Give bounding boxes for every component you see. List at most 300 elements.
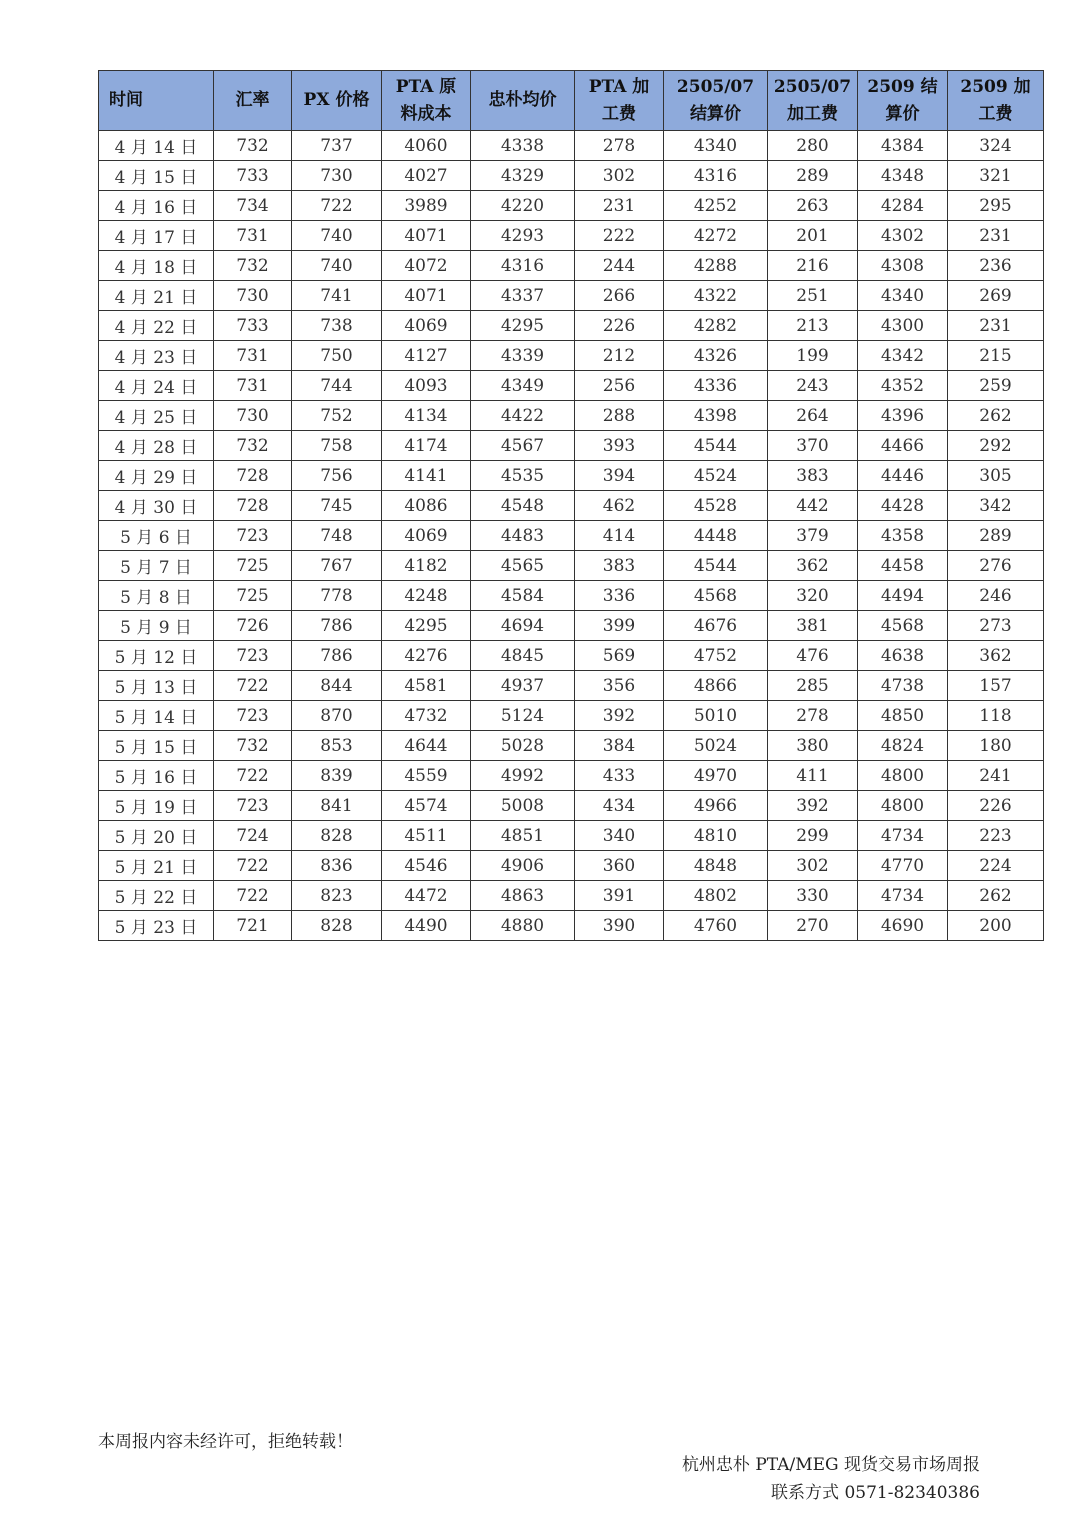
value-cell: 4072 xyxy=(382,251,471,281)
value-cell: 4760 xyxy=(664,911,768,941)
value-cell: 4734 xyxy=(858,821,948,851)
value-cell: 732 xyxy=(214,251,292,281)
value-cell: 4446 xyxy=(858,461,948,491)
table-row xyxy=(99,641,1044,671)
value-cell: 4800 xyxy=(858,761,948,791)
value-cell: 786 xyxy=(292,611,382,641)
value-cell: 231 xyxy=(948,221,1044,251)
column-header xyxy=(948,71,1044,131)
value-cell: 767 xyxy=(292,551,382,581)
value-cell: 721 xyxy=(214,911,292,941)
value-cell: 226 xyxy=(948,791,1044,821)
value-cell: 4810 xyxy=(664,821,768,851)
value-cell: 292 xyxy=(948,431,1044,461)
value-cell: 4850 xyxy=(858,701,948,731)
value-cell: 263 xyxy=(768,191,858,221)
value-cell: 4937 xyxy=(471,671,575,701)
value-cell: 732 xyxy=(214,731,292,761)
value-cell: 259 xyxy=(948,371,1044,401)
value-cell: 320 xyxy=(768,581,858,611)
table-row xyxy=(99,401,1044,431)
value-cell: 256 xyxy=(575,371,664,401)
value-cell: 726 xyxy=(214,611,292,641)
value-cell: 4548 xyxy=(471,491,575,521)
value-cell: 4824 xyxy=(858,731,948,761)
value-cell: 243 xyxy=(768,371,858,401)
value-cell: 4093 xyxy=(382,371,471,401)
date-cell: 5 月 21 日 xyxy=(99,851,214,881)
value-cell: 4069 xyxy=(382,311,471,341)
column-header-line: 结算价 xyxy=(690,103,741,124)
value-cell: 4458 xyxy=(858,551,948,581)
table-row xyxy=(99,911,1044,941)
value-cell: 4863 xyxy=(471,881,575,911)
value-cell: 725 xyxy=(214,581,292,611)
value-cell: 5024 xyxy=(664,731,768,761)
value-cell: 157 xyxy=(948,671,1044,701)
column-header xyxy=(382,71,471,131)
value-cell: 734 xyxy=(214,191,292,221)
date-cell: 4 月 29 日 xyxy=(99,461,214,491)
price-table xyxy=(98,70,1044,941)
value-cell: 270 xyxy=(768,911,858,941)
column-header xyxy=(471,71,575,131)
value-cell: 266 xyxy=(575,281,664,311)
value-cell: 786 xyxy=(292,641,382,671)
value-cell: 324 xyxy=(948,131,1044,161)
value-cell: 336 xyxy=(575,581,664,611)
value-cell: 737 xyxy=(292,131,382,161)
column-header-line: 2505/07 xyxy=(773,76,852,97)
value-cell: 4308 xyxy=(858,251,948,281)
value-cell: 4316 xyxy=(471,251,575,281)
value-cell: 200 xyxy=(948,911,1044,941)
value-cell: 4352 xyxy=(858,371,948,401)
value-cell: 321 xyxy=(948,161,1044,191)
value-cell: 393 xyxy=(575,431,664,461)
column-header-line: PX 价格 xyxy=(303,90,370,110)
value-cell: 4574 xyxy=(382,791,471,821)
table-row xyxy=(99,311,1044,341)
value-cell: 370 xyxy=(768,431,858,461)
value-cell: 411 xyxy=(768,761,858,791)
value-cell: 728 xyxy=(214,461,292,491)
table-row xyxy=(99,881,1044,911)
value-cell: 226 xyxy=(575,311,664,341)
value-cell: 4490 xyxy=(382,911,471,941)
value-cell: 180 xyxy=(948,731,1044,761)
value-cell: 4322 xyxy=(664,281,768,311)
value-cell: 394 xyxy=(575,461,664,491)
value-cell: 462 xyxy=(575,491,664,521)
value-cell: 4800 xyxy=(858,791,948,821)
value-cell: 4970 xyxy=(664,761,768,791)
column-header xyxy=(292,71,382,131)
value-cell: 4466 xyxy=(858,431,948,461)
value-cell: 362 xyxy=(768,551,858,581)
value-cell: 750 xyxy=(292,341,382,371)
value-cell: 280 xyxy=(768,131,858,161)
value-cell: 733 xyxy=(214,161,292,191)
value-cell: 841 xyxy=(292,791,382,821)
table-row xyxy=(99,461,1044,491)
date-cell: 5 月 7 日 xyxy=(99,551,214,581)
date-cell: 5 月 8 日 xyxy=(99,581,214,611)
value-cell: 4060 xyxy=(382,131,471,161)
table-row xyxy=(99,191,1044,221)
value-cell: 4300 xyxy=(858,311,948,341)
value-cell: 276 xyxy=(948,551,1044,581)
value-cell: 4329 xyxy=(471,161,575,191)
value-cell: 870 xyxy=(292,701,382,731)
table-row xyxy=(99,821,1044,851)
value-cell: 722 xyxy=(214,881,292,911)
value-cell: 4524 xyxy=(664,461,768,491)
table-row xyxy=(99,431,1044,461)
value-cell: 745 xyxy=(292,491,382,521)
value-cell: 118 xyxy=(948,701,1044,731)
column-header xyxy=(214,71,292,131)
column-header-line: 工费 xyxy=(978,103,1013,124)
date-cell: 4 月 25 日 xyxy=(99,401,214,431)
value-cell: 4428 xyxy=(858,491,948,521)
value-cell: 4568 xyxy=(858,611,948,641)
value-cell: 356 xyxy=(575,671,664,701)
value-cell: 213 xyxy=(768,311,858,341)
value-cell: 569 xyxy=(575,641,664,671)
column-header-line: 2505/07 xyxy=(676,76,755,97)
date-cell: 4 月 17 日 xyxy=(99,221,214,251)
value-cell: 278 xyxy=(575,131,664,161)
table-row xyxy=(99,341,1044,371)
table-row xyxy=(99,521,1044,551)
date-cell: 4 月 28 日 xyxy=(99,431,214,461)
value-cell: 380 xyxy=(768,731,858,761)
value-cell: 722 xyxy=(214,851,292,881)
date-cell: 5 月 23 日 xyxy=(99,911,214,941)
value-cell: 4546 xyxy=(382,851,471,881)
date-cell: 4 月 21 日 xyxy=(99,281,214,311)
value-cell: 223 xyxy=(948,821,1044,851)
value-cell: 251 xyxy=(768,281,858,311)
value-cell: 215 xyxy=(948,341,1044,371)
value-cell: 4966 xyxy=(664,791,768,821)
value-cell: 4802 xyxy=(664,881,768,911)
value-cell: 4284 xyxy=(858,191,948,221)
value-cell: 4528 xyxy=(664,491,768,521)
value-cell: 4535 xyxy=(471,461,575,491)
value-cell: 269 xyxy=(948,281,1044,311)
table-row xyxy=(99,131,1044,161)
value-cell: 236 xyxy=(948,251,1044,281)
column-header-line: PTA 原 xyxy=(395,76,457,97)
table-row xyxy=(99,251,1044,281)
value-cell: 748 xyxy=(292,521,382,551)
value-cell: 4906 xyxy=(471,851,575,881)
date-cell: 4 月 15 日 xyxy=(99,161,214,191)
value-cell: 262 xyxy=(948,401,1044,431)
value-cell: 4472 xyxy=(382,881,471,911)
table-body xyxy=(99,131,1044,941)
value-cell: 740 xyxy=(292,221,382,251)
value-cell: 730 xyxy=(214,281,292,311)
value-cell: 722 xyxy=(292,191,382,221)
value-cell: 295 xyxy=(948,191,1044,221)
column-header-line: 料成本 xyxy=(400,103,452,124)
value-cell: 733 xyxy=(214,311,292,341)
value-cell: 4316 xyxy=(664,161,768,191)
value-cell: 4568 xyxy=(664,581,768,611)
contact-info: 联系方式 0571-82340386 xyxy=(771,1483,980,1503)
value-cell: 4511 xyxy=(382,821,471,851)
value-cell: 383 xyxy=(768,461,858,491)
column-header-line: 工费 xyxy=(602,103,636,124)
value-cell: 5008 xyxy=(471,791,575,821)
table-row xyxy=(99,701,1044,731)
value-cell: 4494 xyxy=(858,581,948,611)
value-cell: 4282 xyxy=(664,311,768,341)
value-cell: 264 xyxy=(768,401,858,431)
value-cell: 731 xyxy=(214,221,292,251)
value-cell: 4349 xyxy=(471,371,575,401)
value-cell: 476 xyxy=(768,641,858,671)
date-cell: 5 月 9 日 xyxy=(99,611,214,641)
value-cell: 738 xyxy=(292,311,382,341)
date-cell: 4 月 16 日 xyxy=(99,191,214,221)
value-cell: 4086 xyxy=(382,491,471,521)
report-title: 杭州忠朴 PTA/MEG 现货交易市场周报 xyxy=(681,1455,980,1475)
column-header-line: 2509 加 xyxy=(960,76,1031,97)
value-cell: 4340 xyxy=(858,281,948,311)
date-cell: 4 月 18 日 xyxy=(99,251,214,281)
value-cell: 724 xyxy=(214,821,292,851)
column-header xyxy=(664,71,768,131)
value-cell: 4734 xyxy=(858,881,948,911)
date-cell: 4 月 30 日 xyxy=(99,491,214,521)
value-cell: 4027 xyxy=(382,161,471,191)
table-row xyxy=(99,491,1044,521)
value-cell: 4866 xyxy=(664,671,768,701)
value-cell: 732 xyxy=(214,131,292,161)
value-cell: 756 xyxy=(292,461,382,491)
value-cell: 758 xyxy=(292,431,382,461)
value-cell: 262 xyxy=(948,881,1044,911)
date-cell: 5 月 15 日 xyxy=(99,731,214,761)
value-cell: 299 xyxy=(768,821,858,851)
value-cell: 241 xyxy=(948,761,1044,791)
value-cell: 4174 xyxy=(382,431,471,461)
value-cell: 723 xyxy=(214,701,292,731)
value-cell: 302 xyxy=(768,851,858,881)
table-row xyxy=(99,761,1044,791)
value-cell: 305 xyxy=(948,461,1044,491)
column-header xyxy=(858,71,948,131)
date-cell: 4 月 23 日 xyxy=(99,341,214,371)
value-cell: 212 xyxy=(575,341,664,371)
value-cell: 4690 xyxy=(858,911,948,941)
value-cell: 278 xyxy=(768,701,858,731)
value-cell: 5010 xyxy=(664,701,768,731)
value-cell: 839 xyxy=(292,761,382,791)
value-cell: 728 xyxy=(214,491,292,521)
value-cell: 4398 xyxy=(664,401,768,431)
date-cell: 5 月 6 日 xyxy=(99,521,214,551)
value-cell: 3989 xyxy=(382,191,471,221)
date-cell: 5 月 16 日 xyxy=(99,761,214,791)
value-cell: 4288 xyxy=(664,251,768,281)
value-cell: 4770 xyxy=(858,851,948,881)
value-cell: 4738 xyxy=(858,671,948,701)
column-header-line: PTA 加 xyxy=(588,76,650,97)
value-cell: 4851 xyxy=(471,821,575,851)
value-cell: 4992 xyxy=(471,761,575,791)
value-cell: 246 xyxy=(948,581,1044,611)
value-cell: 201 xyxy=(768,221,858,251)
column-header-line: 加工费 xyxy=(787,103,838,124)
value-cell: 4584 xyxy=(471,581,575,611)
value-cell: 379 xyxy=(768,521,858,551)
value-cell: 4302 xyxy=(858,221,948,251)
value-cell: 4071 xyxy=(382,281,471,311)
value-cell: 330 xyxy=(768,881,858,911)
value-cell: 340 xyxy=(575,821,664,851)
date-cell: 4 月 24 日 xyxy=(99,371,214,401)
value-cell: 4544 xyxy=(664,551,768,581)
value-cell: 414 xyxy=(575,521,664,551)
date-cell: 5 月 12 日 xyxy=(99,641,214,671)
column-header-line: 时间 xyxy=(109,90,143,110)
value-cell: 289 xyxy=(768,161,858,191)
value-cell: 752 xyxy=(292,401,382,431)
value-cell: 391 xyxy=(575,881,664,911)
value-cell: 302 xyxy=(575,161,664,191)
value-cell: 4336 xyxy=(664,371,768,401)
value-cell: 199 xyxy=(768,341,858,371)
value-cell: 390 xyxy=(575,911,664,941)
value-cell: 392 xyxy=(768,791,858,821)
value-cell: 828 xyxy=(292,821,382,851)
value-cell: 433 xyxy=(575,761,664,791)
table-row xyxy=(99,581,1044,611)
value-cell: 778 xyxy=(292,581,382,611)
value-cell: 836 xyxy=(292,851,382,881)
value-cell: 4340 xyxy=(664,131,768,161)
table-row xyxy=(99,281,1044,311)
value-cell: 5124 xyxy=(471,701,575,731)
value-cell: 342 xyxy=(948,491,1044,521)
value-cell: 722 xyxy=(214,671,292,701)
value-cell: 384 xyxy=(575,731,664,761)
value-cell: 723 xyxy=(214,521,292,551)
value-cell: 844 xyxy=(292,671,382,701)
value-cell: 731 xyxy=(214,341,292,371)
table-row xyxy=(99,371,1044,401)
value-cell: 285 xyxy=(768,671,858,701)
value-cell: 4252 xyxy=(664,191,768,221)
value-cell: 730 xyxy=(292,161,382,191)
value-cell: 722 xyxy=(214,761,292,791)
value-cell: 823 xyxy=(292,881,382,911)
value-cell: 4676 xyxy=(664,611,768,641)
value-cell: 4272 xyxy=(664,221,768,251)
value-cell: 4338 xyxy=(471,131,575,161)
column-header xyxy=(768,71,858,131)
value-cell: 381 xyxy=(768,611,858,641)
value-cell: 222 xyxy=(575,221,664,251)
value-cell: 4069 xyxy=(382,521,471,551)
value-cell: 4220 xyxy=(471,191,575,221)
value-cell: 4127 xyxy=(382,341,471,371)
value-cell: 289 xyxy=(948,521,1044,551)
value-cell: 4071 xyxy=(382,221,471,251)
value-cell: 4644 xyxy=(382,731,471,761)
table-row xyxy=(99,791,1044,821)
value-cell: 224 xyxy=(948,851,1044,881)
value-cell: 4141 xyxy=(382,461,471,491)
value-cell: 740 xyxy=(292,251,382,281)
value-cell: 4295 xyxy=(471,311,575,341)
value-cell: 4638 xyxy=(858,641,948,671)
table-row xyxy=(99,731,1044,761)
value-cell: 731 xyxy=(214,371,292,401)
column-header-line: 算价 xyxy=(885,103,920,124)
value-cell: 4248 xyxy=(382,581,471,611)
value-cell: 4276 xyxy=(382,641,471,671)
value-cell: 4880 xyxy=(471,911,575,941)
value-cell: 4483 xyxy=(471,521,575,551)
value-cell: 4293 xyxy=(471,221,575,251)
value-cell: 288 xyxy=(575,401,664,431)
table-row xyxy=(99,671,1044,701)
value-cell: 442 xyxy=(768,491,858,521)
value-cell: 4845 xyxy=(471,641,575,671)
value-cell: 216 xyxy=(768,251,858,281)
date-cell: 4 月 14 日 xyxy=(99,131,214,161)
value-cell: 4339 xyxy=(471,341,575,371)
value-cell: 853 xyxy=(292,731,382,761)
table-row xyxy=(99,851,1044,881)
date-cell: 4 月 22 日 xyxy=(99,311,214,341)
value-cell: 244 xyxy=(575,251,664,281)
table-row xyxy=(99,611,1044,641)
column-header xyxy=(575,71,664,131)
date-cell: 5 月 19 日 xyxy=(99,791,214,821)
value-cell: 4732 xyxy=(382,701,471,731)
table-header-row xyxy=(99,71,1044,131)
date-cell: 5 月 14 日 xyxy=(99,701,214,731)
value-cell: 4448 xyxy=(664,521,768,551)
value-cell: 730 xyxy=(214,401,292,431)
value-cell: 723 xyxy=(214,641,292,671)
value-cell: 392 xyxy=(575,701,664,731)
column-header xyxy=(99,71,214,131)
copyright-note: 本周报内容未经许可，拒绝转载！ xyxy=(98,1432,353,1452)
value-cell: 231 xyxy=(575,191,664,221)
value-cell: 828 xyxy=(292,911,382,941)
column-header-line: 2509 结 xyxy=(867,76,938,97)
column-header-line: 汇率 xyxy=(235,90,270,110)
value-cell: 399 xyxy=(575,611,664,641)
value-cell: 4326 xyxy=(664,341,768,371)
value-cell: 4348 xyxy=(858,161,948,191)
value-cell: 725 xyxy=(214,551,292,581)
value-cell: 4422 xyxy=(471,401,575,431)
value-cell: 383 xyxy=(575,551,664,581)
date-cell: 5 月 13 日 xyxy=(99,671,214,701)
value-cell: 4848 xyxy=(664,851,768,881)
table-row xyxy=(99,161,1044,191)
date-cell: 5 月 22 日 xyxy=(99,881,214,911)
